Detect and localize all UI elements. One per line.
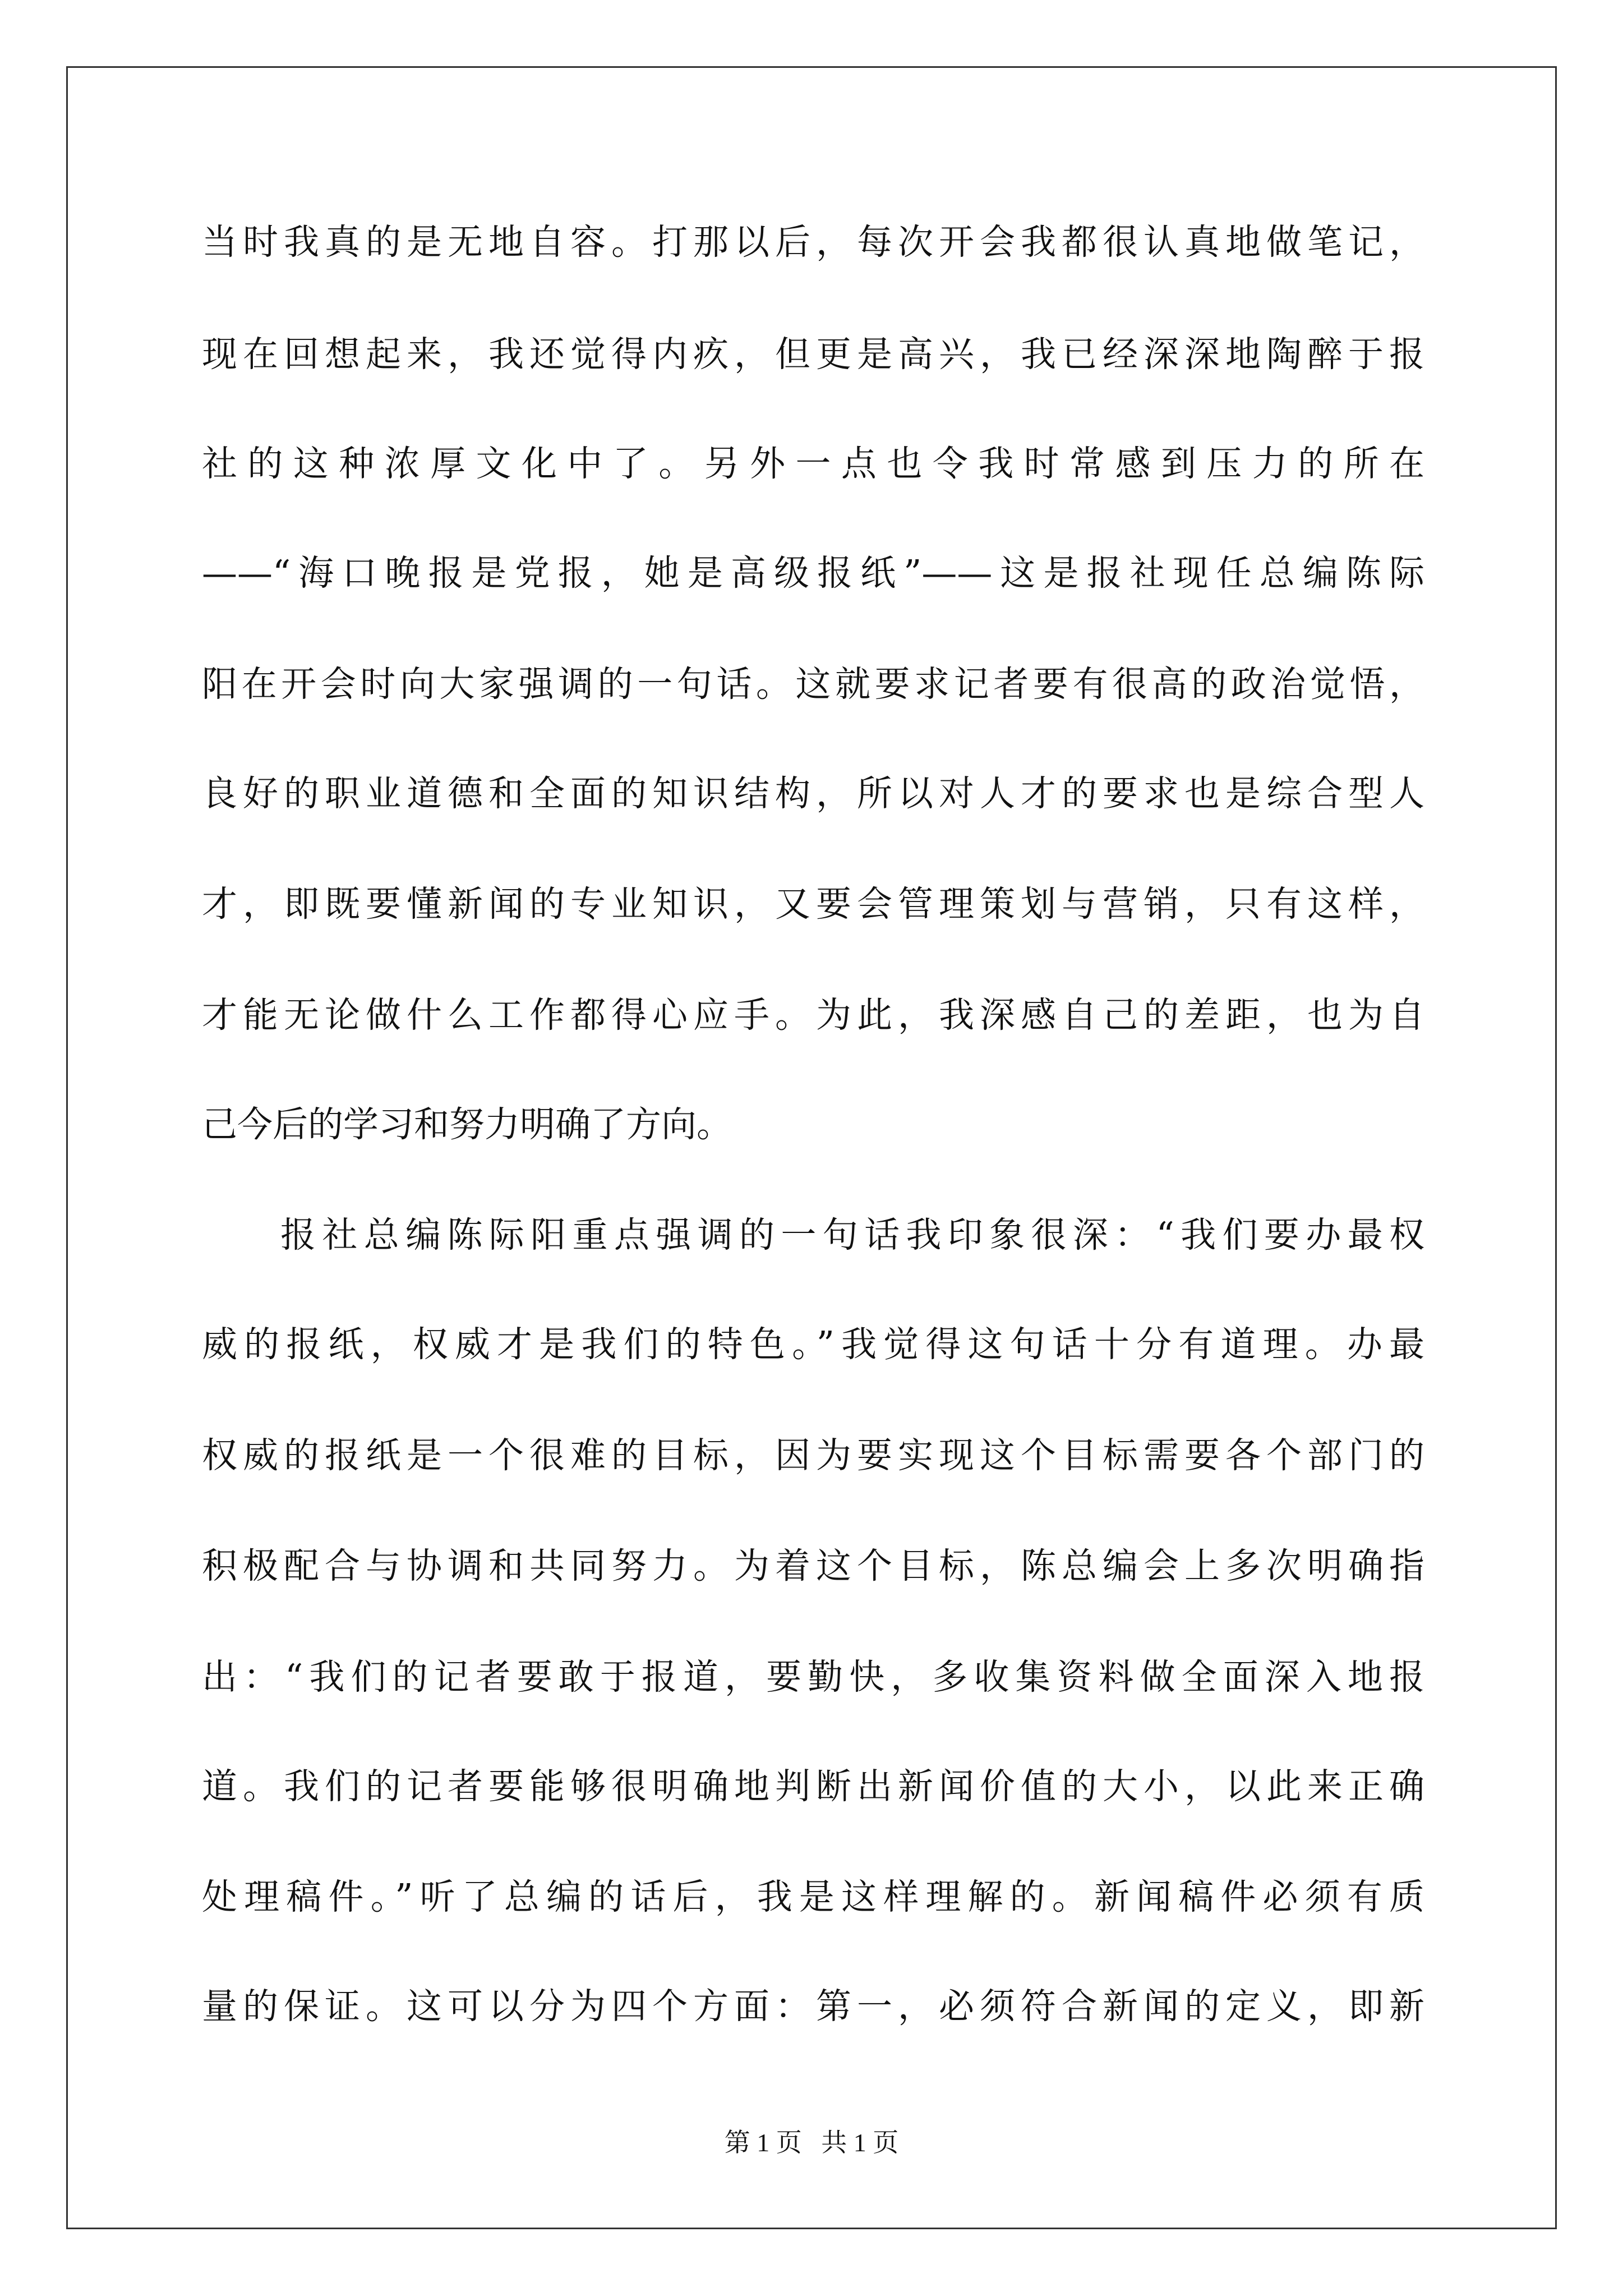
body-text-line: 量的保证。这可以分为四个方面：第一，必须符合新闻的定义，即新 (202, 1986, 1424, 2027)
body-text-line: ——“海口晚报是党报，她是高级报纸”——这是报社现任总编陈际 (202, 553, 1424, 593)
body-text-line: 才，即既要懂新闻的专业知识，又要会管理策划与营销，只有这样， (202, 884, 1424, 924)
body-text-line: 才能无论做什么工作都得心应手。为此，我深感自己的差距，也为自 (202, 995, 1424, 1036)
body-text-line: 权威的报纸是一个很难的目标，因为要实现这个目标需要各个部门的 (202, 1435, 1424, 1476)
body-text-line: 威的报纸，权威才是我们的特色。”我觉得这句话十分有道理。办最 (202, 1324, 1424, 1365)
paragraph-end-line: 己今后的学习和努力明确了方向。 (202, 1104, 732, 1145)
paragraph-first-line: 报社总编陈际阳重点强调的一句话我印象很深：“我们要办最权 (280, 1214, 1424, 1255)
body-text-line: 当时我真的是无地自容。打那以后，每次开会我都很认真地做笔记， (202, 222, 1424, 263)
body-text-line: 处理稿件。”听了总编的话后，我是这样理解的。新闻稿件必须有质 (202, 1876, 1424, 1917)
body-text-line: 良好的职业道德和全面的知识结构，所以对人才的要求也是综合型人 (202, 773, 1424, 814)
body-text-line: 社的这种浓厚文化中了。另外一点也令我时常感到压力的所在 (202, 443, 1424, 484)
body-text-line: 阳在开会时向大家强调的一句话。这就要求记者要有很高的政治觉悟， (202, 664, 1424, 705)
body-text-line: 出：“我们的记者要敢于报道，要勤快，多收集资料做全面深入地报 (202, 1657, 1424, 1697)
body-text-line: 积极配合与协调和共同努力。为着这个目标，陈总编会上多次明确指 (202, 1545, 1424, 1586)
body-text-line: 现在回想起来，我还觉得内疚，但更是高兴，我已经深深地陶醉于报 (202, 334, 1424, 375)
page-number-footer: 第 1 页 共 1 页 (724, 2128, 899, 2157)
body-text-line: 道。我们的记者要能够很明确地判断出新闻价值的大小，以此来正确 (202, 1766, 1424, 1807)
